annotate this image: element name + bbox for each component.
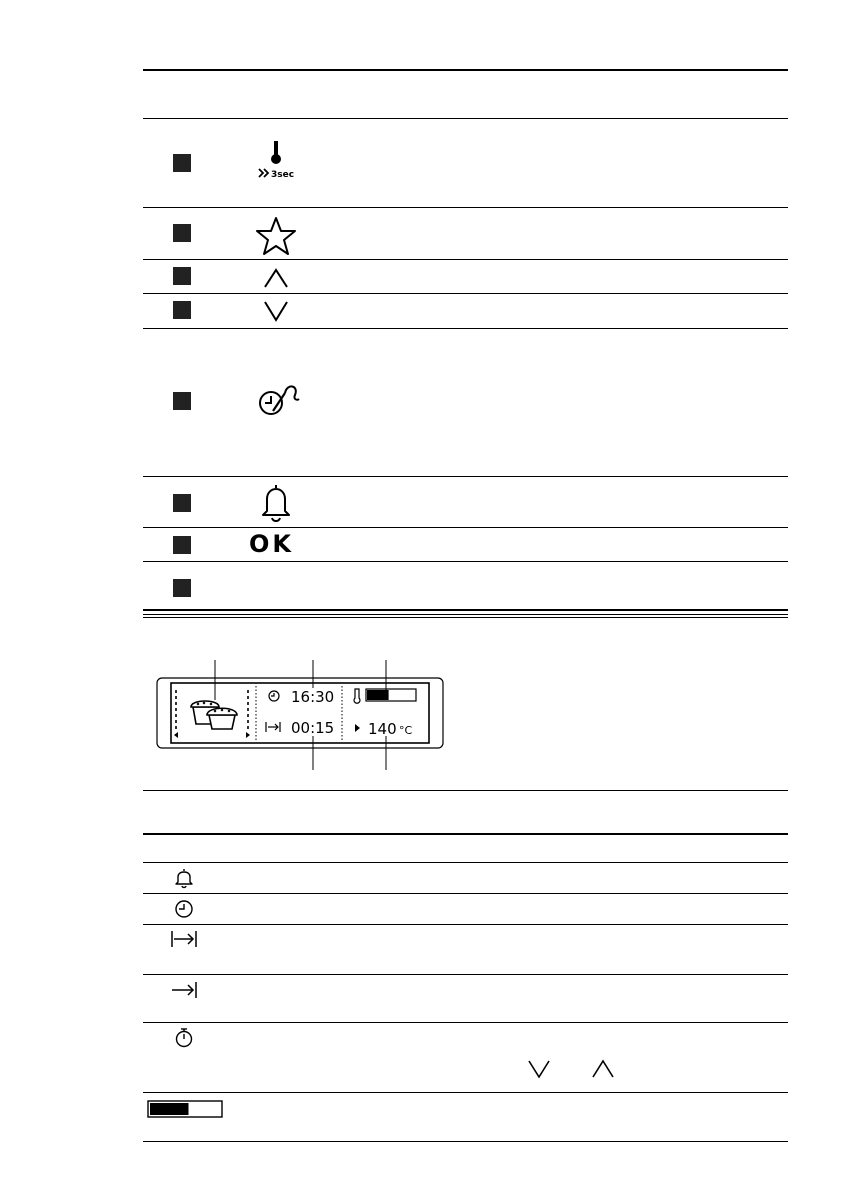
- table-row: [143, 561, 788, 610]
- thermometer-3sec-icon: [247, 139, 303, 187]
- table-row: [143, 893, 788, 925]
- table-row: [143, 924, 788, 975]
- bell-icon: [247, 479, 303, 527]
- table-row: [143, 1092, 788, 1142]
- svg-text:3sec: 3sec: [271, 170, 295, 180]
- star-icon: [247, 214, 303, 262]
- row-number-box: [173, 267, 191, 285]
- row-number-box: [173, 301, 191, 319]
- section-rule: [143, 617, 788, 618]
- duration-value: 00:15: [291, 719, 335, 737]
- table-row: [143, 974, 788, 1023]
- temperature-value: 140: [368, 720, 397, 738]
- table-row: [143, 259, 788, 294]
- arrow-down-icon: [525, 1058, 553, 1080]
- heat-up-indicator-icon: [147, 1100, 223, 1118]
- table-row: [143, 862, 788, 894]
- table-bottom-rule: [143, 609, 788, 615]
- row-number-box: [173, 579, 191, 597]
- table-row: [143, 207, 788, 260]
- clock-icon: [169, 898, 199, 920]
- table-top-rule: [143, 833, 788, 835]
- clock-value: 16:30: [291, 688, 335, 706]
- heat-bar-fill: [367, 690, 389, 700]
- table-top-rule: [143, 69, 788, 71]
- arrow-up-icon: [247, 262, 303, 292]
- table-row: [143, 293, 788, 329]
- table-row: [143, 527, 788, 562]
- arrow-up-icon: [589, 1058, 617, 1080]
- end-time-icon: [169, 979, 199, 1001]
- table-row: [143, 476, 788, 528]
- row-number-box: [173, 392, 191, 410]
- clock-probe-icon: [247, 379, 303, 427]
- ok-icon: OK: [249, 530, 294, 558]
- temperature-unit: °C: [399, 724, 413, 737]
- row-number-box: [173, 536, 191, 554]
- duration-icon: [169, 928, 199, 950]
- arrow-down-icon: [247, 296, 303, 326]
- table-row: [143, 118, 788, 207]
- bell-icon: [169, 867, 199, 889]
- display-figure: [156, 660, 446, 770]
- row-number-box: [173, 494, 191, 512]
- stopwatch-icon: [169, 1027, 199, 1049]
- row-number-box: [173, 224, 191, 242]
- section-rule: [143, 790, 788, 791]
- table-bottom-rule: [143, 1141, 788, 1142]
- table-row: [143, 328, 788, 477]
- row-number-box: [173, 154, 191, 172]
- table-row: [143, 1022, 788, 1093]
